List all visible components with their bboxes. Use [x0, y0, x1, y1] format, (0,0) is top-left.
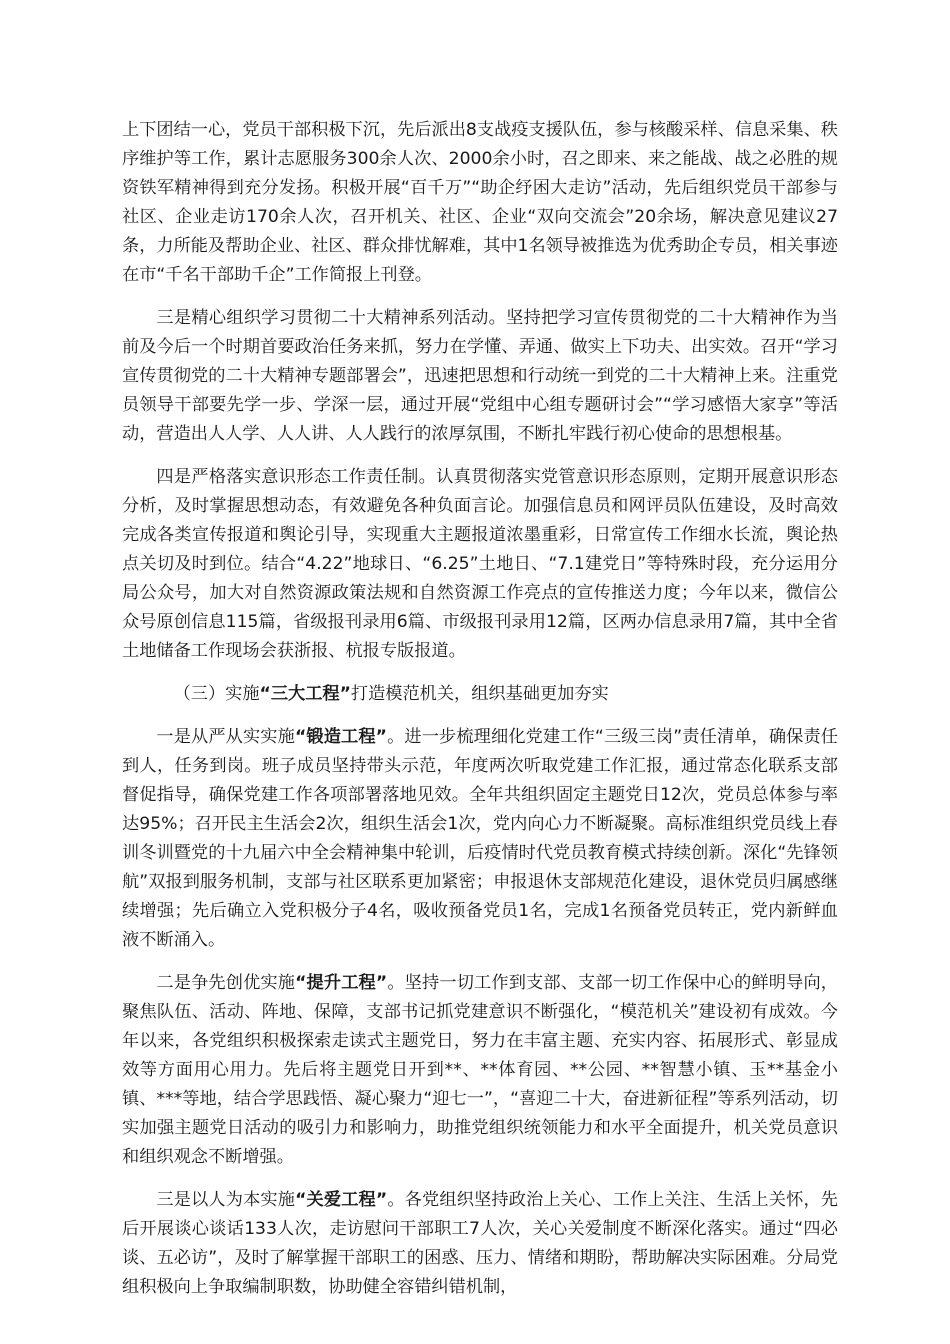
- paragraph-study-twentieth-congress: [122, 304, 838, 449]
- paragraph-bold: “锻造工程”: [294, 727, 387, 747]
- paragraph-bold: “关爱工程”: [295, 1190, 388, 1210]
- paragraph-forging-project: [122, 723, 838, 955]
- paragraph-upgrade-project: [122, 969, 838, 1172]
- paragraph-prefix: 二是争先创优实施: [156, 973, 296, 993]
- paragraph-volunteer-service: [122, 116, 838, 290]
- paragraph-text: 三是精心组织学习贯彻二十大精神系列活动。坚持把学习宣传贯彻党的二十大精神作为当前及今后一个时期首要政治任务来抓，努力在学懂、弄通、做实上下功夫、出实效。召开“学习宣传贯彻党的二十大精神专题部署会”，迅速把思想和行动统一到党的二十大精神上来。注重党员领导干部要先学一步、学深一层，通过开展“党组中心组专题研讨会”“学习感悟大家享”等活动，营造出人人学、人人讲、人人践行的浓厚氛围，不断扎牢践行初心使命的思想根基。: [122, 308, 838, 444]
- paragraph-ideology-responsibility: [122, 463, 838, 666]
- heading-prefix: （三）实施: [173, 684, 260, 704]
- paragraph-suffix: 。各党组织坚持政治上关心、工作上关注、生活上关怀，先后开展谈心谈话133人次，走访慰问干部职工7人次，关心关爱制度不断深化落实。通过“四必谈、五必访”，及时了解掌握干部职工的困惑、压力、情绪和期盼，帮助解决实际困难。分局党组积极向上争取编制职数，协助健全容错纠错机制，: [122, 1190, 838, 1297]
- paragraph-prefix: 三是以人为本实施: [156, 1190, 296, 1210]
- paragraph-prefix: 一是从严从实实施: [156, 727, 295, 747]
- paragraph-suffix: 。坚持一切工作到支部、支部一切工作保中心的鲜明导向，聚焦队伍、活动、阵地、保障，支部书记抓党建意识不断强化，“模范机关”建设初有成效。今年以来，各党组织积极探索走读式主题党日，努力在丰富主题、充实内容、拓展形式、彰显成效等方面用心用力。先后将主题党日开到**、**体育园、**公园、**智慧小镇、玉**基金小镇、***等地，结合学思践悟、凝心聚力“迎七一”，“喜迎二十大，奋进新征程”等系列活动，切实加强主题党日活动的吸引力和影响力，助推党组织统领能力和水平全面提升，机关党员意识和组织观念不断增强。: [122, 973, 838, 1167]
- paragraph-suffix: 。进一步梳理细化党建工作“三级三岗”责任清单，确保责任到人，任务到岗。班子成员坚持带头示范，年度两次听取党建工作汇报，通过常态化联系支部督促指导，确保党建工作各项部署落地见效。全年共组织固定主题党日12次，党员总体参与率达95%；召开民主生活会2次，组织生活会1次，党内向心力不断凝聚。高标准组织党员线上春训冬训暨党的十九届六中全会精神集中轮训，后疫情时代党员教育模式持续创新。深化“先锋领航”双报到服务机制，支部与社区联系更加紧密；申报退休支部规范化建设，退休党员归属感继续增强；先后确立入党积极分子4名，吸收预备党员1名，完成1名预备党员转正，党内新鲜血液不断涌入。: [122, 727, 838, 950]
- paragraph-text: 四是严格落实意识形态工作责任制。认真贯彻落实党管意识形态原则，定期开展意识形态分析，及时掌握思想动态，有效避免各种负面言论。加强信息员和网评员队伍建设，及时高效完成各类宣传报道和舆论引导，实现重大主题报道浓墨重彩，日常宣传工作细水长流，舆论热点关切及时到位。结合“4.22”地球日、“6.25”土地日、“7.1建党日”等特殊时段，充分运用分局公众号，加大对自然资源政策法规和自然资源工作亮点的宣传推送力度；今年以来，微信公众号原创信息115篇，省级报刊录用6篇、市级报刊录用12篇，区两办信息录用7篇，其中全省土地储备工作现场会获浙报、杭报专版报道。: [122, 467, 838, 661]
- paragraph-text: 上下团结一心，党员干部积极下沉，先后派出8支战疫支援队伍，参与核酸采样、信息采集、秩序维护等工作，累计志愿服务300余人次、2000余小时，召之即来、来之能战、战之必胜的规资铁军精神得到充分发扬。积极开展“百千万”“助企纾困大走访”活动，先后组织党员干部参与社区、企业走访170余人次，召开机关、社区、企业“双向交流会”20余场，解决意见建议27条，力所能及帮助企业、社区、群众排忧解难，其中1名领导被推选为优秀助企专员，相关事迹在市“千名干部助千企”工作简报上刊登。: [122, 120, 838, 285]
- heading-suffix: 打造模范机关，组织基础更加夯实: [350, 684, 609, 704]
- paragraph-bold: “提升工程”: [295, 973, 388, 993]
- section-heading-three-projects: [122, 680, 838, 709]
- paragraph-care-project: [122, 1186, 838, 1302]
- heading-bold: “三大工程”: [259, 684, 351, 704]
- document-body: [122, 116, 838, 1316]
